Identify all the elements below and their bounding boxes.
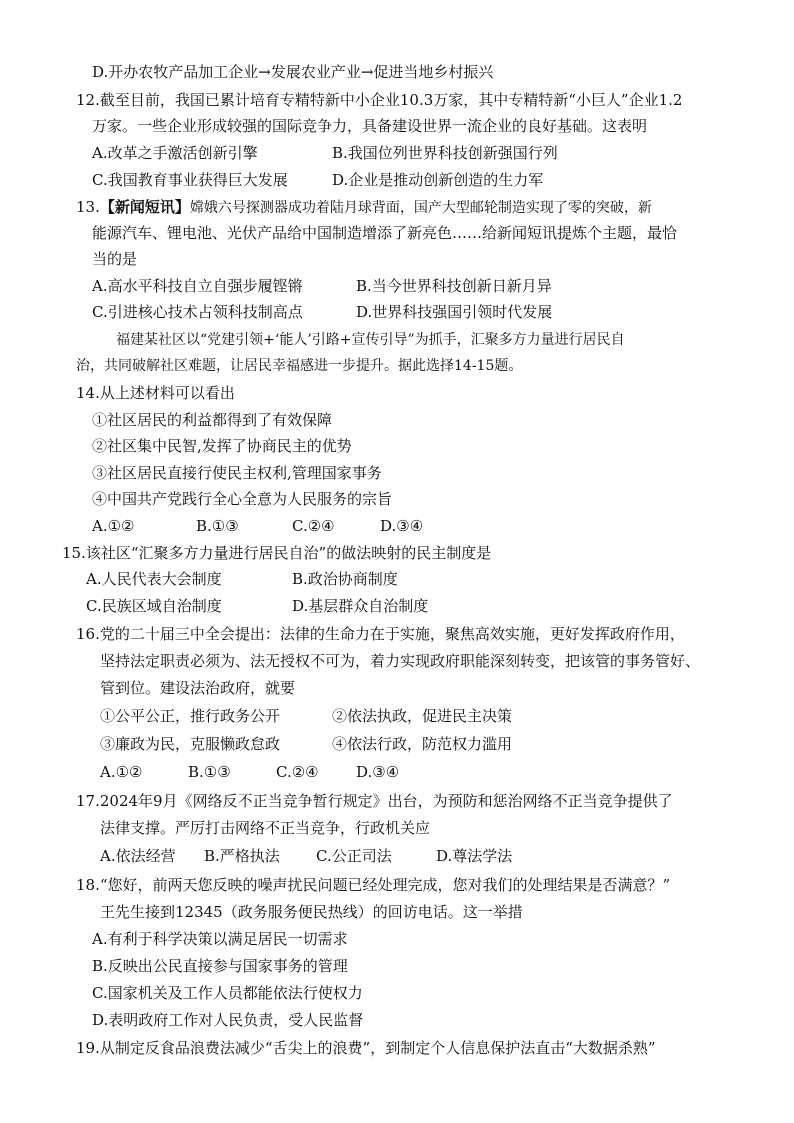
q12-option-d: D.企业是推动创新创造的生力军 [332,171,544,189]
q13-stem-line3: 当的是 [92,250,138,268]
q18-option-c: C.国家机关及工作人员都能依法行使权力 [92,984,363,1002]
q15-option-a: A.人民代表大会制度 [86,570,222,588]
q14-option-d: D.③④ [380,517,424,535]
q16-option-d: D.③④ [356,763,400,781]
q16-item-4: ④依法行政，防范权力滥用 [332,735,513,753]
q17-option-a: A.依法经营 [100,847,176,865]
q18-option-a: A.有利于科学决策以满足居民一切需求 [92,930,348,948]
q15-option-c: C.民族区域自治制度 [86,597,222,615]
q14-item-4: ④中国共产党践行全心全意为人民服务的宗旨 [92,490,393,508]
q13-option-a: A.高水平科技自立自强步履铿锵 [92,277,303,295]
q13-stem-line2: 能源汽车、锂电池、光伏产品给中国制造增添了新亮色……给新闻短讯提炼个主题，最恰 [92,224,678,242]
q15-stem: 15.该社区“汇聚多方力量进行居民自治”的做法映射的民主制度是 [62,544,492,562]
news-tag: 【新闻短讯】 [99,198,190,216]
q16-option-a: A.①② [100,763,143,781]
q12-stem-line1: 12.截至目前，我国已累计培育专精特新中小企业10.3万家，其中专精特新“小巨人”企业1.2 [76,91,683,109]
q12-option-b: B.我国位列世界科技创新强国行列 [332,144,558,162]
q16-stem-line2: 坚持法定职责必须为、法无授权不可为，着力实现政府职能深刻转变，把该管的事务管好、 [100,652,701,670]
q18-stem-line1: 18.“您好，前两天您反映的噪声扰民问题已经处理完成，您对我们的处理结果是否满意？” [76,876,671,894]
q13-number: 13. [76,198,100,216]
material-line2: 治，共同破解社区难题，让居民幸福感进一步提升。据此选择14-15题。 [76,358,523,374]
q16-option-b: B.①③ [188,763,231,781]
q18-option-b: B.反映出公民直接参与国家事务的管理 [92,957,348,975]
q14-option-a: A.①② [92,517,135,535]
q16-stem-line1: 16.党的二十届三中全会提出：法律的生命力在于实施，聚焦高效实施，更好发挥政府作用， [76,625,685,643]
material-line1: 福建某社区以“党建引领+‘能人’引路+宣传引导”为抓手，汇聚多方力量进行居民自 [116,332,625,348]
q14-item-1: ①社区居民的利益都得到了有效保障 [92,411,333,429]
q15-option-b: B.政治协商制度 [292,570,398,588]
q16-option-c: C.②④ [276,763,319,781]
q14-option-b: B.①③ [196,517,239,535]
q18-option-d: D.表明政府工作对人民负责，受人民监督 [92,1011,364,1029]
q15-option-d: D.基层群众自治制度 [292,597,429,615]
q18-stem-line2: 王先生接到12345（政务服务便民热线）的回访电话。这一举措 [100,903,523,921]
q17-stem-line1: 17.2024年9月《网络反不正当竞争暂行规定》出台，为预防和惩治网络不正当竞争提供了 [76,792,673,810]
q17-option-c: C.公正司法 [316,847,392,865]
q14-item-2: ②社区集中民智,发挥了协商民主的优势 [92,437,352,455]
q16-item-3: ③廉政为民，克服懒政怠政 [100,735,281,753]
q13-stem-line1 [76,196,652,219]
q12-option-a: A.改革之手激活创新引擎 [92,144,258,162]
q16-item-2: ②依法执政，促进民主决策 [332,707,513,725]
q13-option-b: B.当今世界科技创新日新月异 [356,277,552,295]
q13-option-c: C.引进核心技术占领科技制高点 [92,303,303,321]
q13-option-d: D.世界科技强国引领时代发展 [356,303,553,321]
q16-item-1: ①公平公正，推行政务公开 [100,707,281,725]
q17-stem-line2: 法律支撑。严厉打击网络不正当竞争，行政机关应 [100,819,431,837]
q17-option-b: B.严格执法 [204,847,280,865]
q11-option-d: D.开办农牧产品加工企业→发展农业产业→促进当地乡村振兴 [92,63,494,81]
q14-option-c: C.②④ [292,517,335,535]
q16-stem-line3: 管到位。建设法治政府，就要 [100,679,296,697]
q12-stem-line2: 万家。一些企业形成较强的国际竞争力，具备建设世界一流企业的良好基础。这表明 [92,117,648,135]
q19-stem-line1: 19.从制定反食品浪费法减少“舌尖上的浪费”，到制定个人信息保护法直击“大数据杀熟” [76,1039,656,1057]
q12-option-c: C.我国教育事业获得巨大发展 [92,171,288,189]
q14-item-3: ③社区居民直接行使民主权利,管理国家事务 [92,464,382,482]
q17-option-d: D.尊法学法 [436,847,513,865]
q13-news-text: 嫦娥六号探测器成功着陆月球背面，国产大型邮轮制造实现了零的突破，新 [189,200,652,216]
q14-stem: 14.从上述材料可以看出 [76,384,235,402]
